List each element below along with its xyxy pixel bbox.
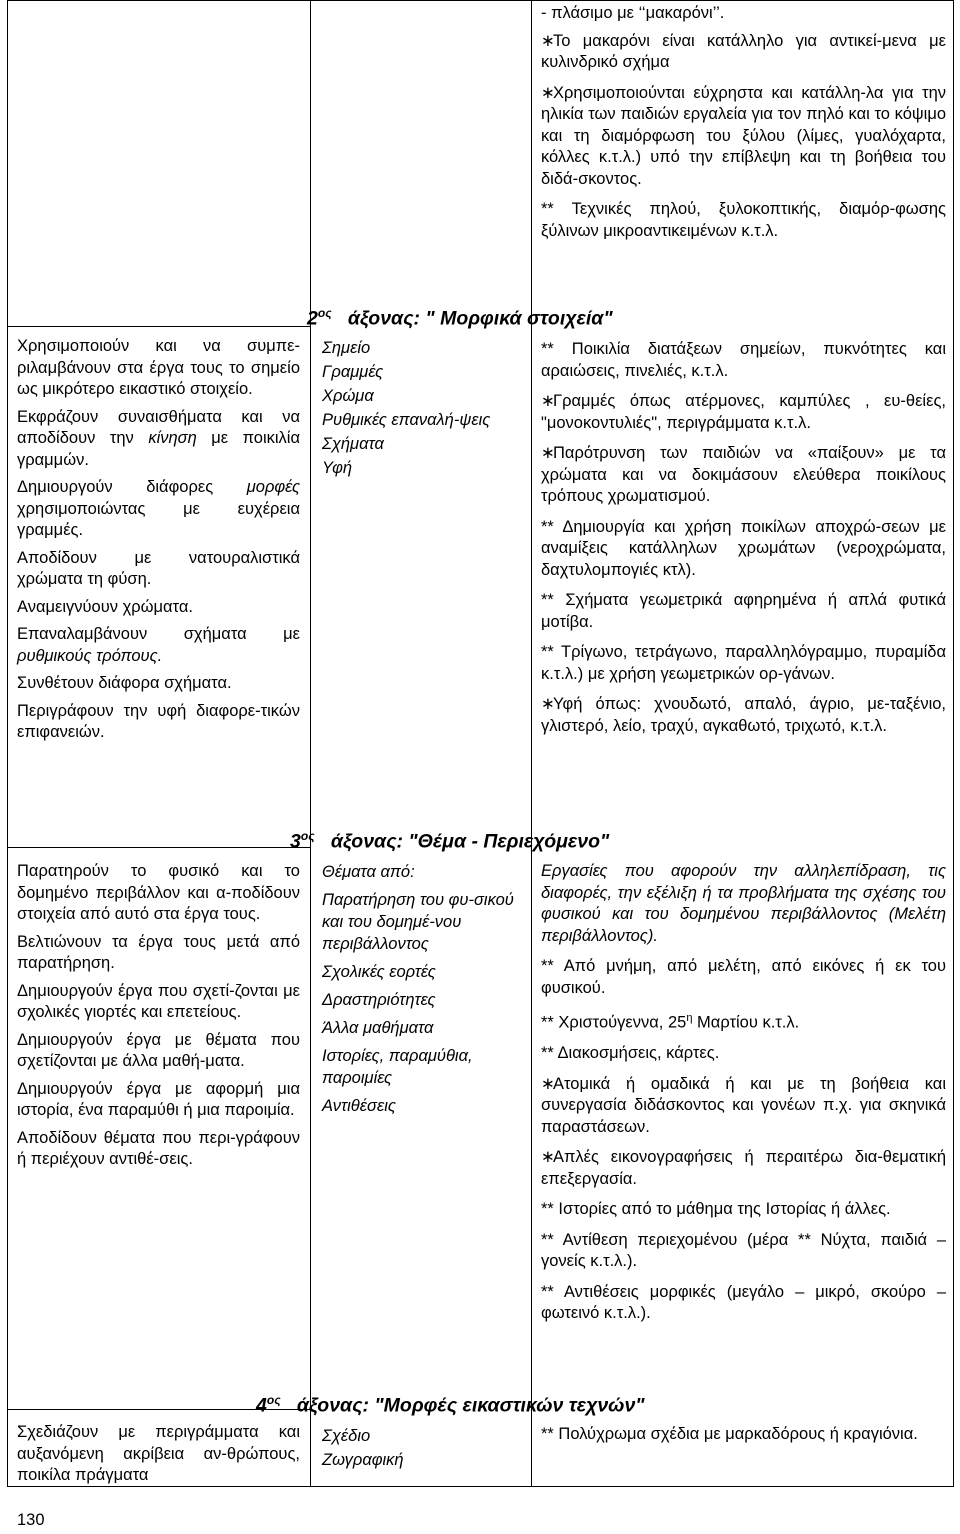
topic: Παρατήρηση του φυ-σικού και του δομημέ-νου περιβάλλοντος <box>322 891 514 953</box>
topic: Γραμμές <box>322 363 384 381</box>
activity: ** Διακοσμήσεις, κάρτες. <box>541 1044 720 1062</box>
objective: Δημιουργούν διάφορες μορφές χρησιμοποιώντας με ευχέρεια γραμμές. <box>17 478 300 539</box>
table-border-right <box>953 0 954 1487</box>
topic: Σχολικές εορτές <box>322 963 436 981</box>
axis-3-heading: $3^{o\varsigma}$ άξονας: "Θέμα - Περιεχόμενο" <box>290 829 610 853</box>
activity: ** Ιστορίες από το μάθημα της Ιστορίας ή άλλες. <box>541 1200 891 1218</box>
activity: ** Δημιουργία και χρήση ποικίλων αποχρώ-σεων με αναμίξεις κατάλληλων χρωμάτων (νεροχρώματα, δαχτυλομπογιές κτλ). <box>541 517 946 579</box>
topic: Θέματα από: <box>322 863 415 881</box>
activity: ∗Γραμμές όπως ατέρμονες, καμπύλες , ευ-θείες, "μονοκοντυλιές", περιγράμματα κ.τ.λ. <box>541 392 946 432</box>
activity: ∗Ατομικά ή ομαδικά ή και με τη βοήθεια και συνεργασία διδάσκοντος και γονέων π.χ. για σκηνικά παραστάσεων. <box>541 1074 946 1136</box>
table-border-left <box>7 0 8 1487</box>
objective: Χρησιμοποιούν και να συμπε-ριλαμβάνουν στα έργα τους το σημείο ως μικρότερο εικαστικό στοιχείο. <box>17 337 300 398</box>
objective: Εκφράζουν συναισθήματα και να αποδίδουν την κίνηση με ποικιλία γραμμών. <box>17 407 301 469</box>
axis-2-heading: $2^{o\varsigma}$ άξονας: " Μορφικά στοιχεία" <box>307 306 613 330</box>
section-3-topics <box>322 861 522 1117</box>
activity: ∗Απλές εικονογραφήσεις ή περαιτέρω δια-θεματική επεξεργασία. <box>541 1148 946 1188</box>
topic: Σημείο <box>322 339 371 357</box>
activity: ** Από μνήμη, από μελέτη, από εικόνες ή εκ του φυσικού. <box>541 957 946 997</box>
activity: ** Τρίγωνο, τετράγωνο, παραλληλόγραμμο, πυραμίδα κ.τ.λ.) με χρήση γεωμετρικών ορ-γάνων. <box>541 643 946 683</box>
objective: Δημιουργούν έργα με θέματα που σχετίζονται με άλλα μαθή-ματα. <box>17 1030 300 1070</box>
objective: Δημιουργούν έργα που σχετί-ζονται με σχολικές γιορτές και επετείους. <box>17 981 300 1021</box>
objective: Βελτιώνουν τα έργα τους μετά από παρατήρηση. <box>17 932 300 972</box>
activity: ** Αντιθέσεις μορφικές (μεγάλο – μικρό, σκούρο – φωτεινό κ.τ.λ.). <box>541 1282 946 1322</box>
section-4-activities <box>541 1424 946 1446</box>
continuation-line: - πλάσιμο με ‘‘μακαρόνι’’. <box>541 4 725 22</box>
activity: ∗Παρότρυνση των παιδιών να «παίξουν» με τα χρώματα και να δοκιμάσουν ελεύθερα ποικίλους τρόπους χρωματισμού. <box>541 444 946 505</box>
objective: Συνθέτουν διάφορα σχήματα. <box>17 674 232 692</box>
objective: Αναμειγνύουν χρώματα. <box>17 597 193 616</box>
topic: Δραστηριότητες <box>322 991 436 1009</box>
topic: Ζωγραφική <box>322 1451 404 1469</box>
list-item: ∗Το μακαρόνι είναι κατάλληλο για αντικεί-μενα με κυλινδρικό σχήμα <box>541 31 946 71</box>
objective: Σχεδιάζουν με περιγράμματα και αυξανόμενη ακρίβεια αν-θρώπους, ποικίλα πράγματα <box>17 1423 300 1484</box>
topic: Ιστορίες, παραμύθια, παροιμίες <box>322 1047 473 1087</box>
row-divider-axis2 <box>7 326 310 327</box>
objective: Παρατηρούν το φυσικό και το δομημένο περιβάλλον και α-ποδίδουν στοιχεία από αυτό στα έργα τους. <box>17 862 300 923</box>
topic: Αντιθέσεις <box>322 1097 396 1115</box>
objective: Αποδίδουν με νατουραλιστικά χρώματα τη φύση. <box>17 548 300 588</box>
topic: Άλλα μαθήματα <box>322 1019 434 1037</box>
objective: Δημιουργούν έργα με αφορμή μια ιστορία, ένα παραμύθι ή μια παροιμία. <box>17 1079 300 1119</box>
activity: ** Αντίθεση περιεχομένου (μέρα ** Νύχτα, παιδιά – γονείς κ.τ.λ.). <box>541 1230 946 1270</box>
objective: Περιγράφουν την υφή διαφορε-τικών επιφανειών. <box>17 701 300 741</box>
section-2-topics <box>322 336 507 480</box>
column-divider-1 <box>310 0 311 1487</box>
objective: Επαναλαμβάνουν σχήματα με ρυθμικούς τρόπους. <box>17 625 300 665</box>
section-4-topics <box>322 1424 526 1472</box>
section-4-objectives-clip <box>17 1422 300 1484</box>
technique-note: ** Τεχνικές πηλού, ξυλοκοπτικής, διαμόρ-φωσης ξύλινων μικροαντικειμένων κ.τ.λ. <box>541 200 946 240</box>
table-border-bottom <box>7 1486 954 1487</box>
topic: Χρώμα <box>322 387 374 405</box>
section-4-objectives <box>17 1422 300 1484</box>
activity: ∗Υφή όπως: χνουδωτό, απαλό, άγριο, με-ταξένιο, γλιστερό, λείο, τραχύ, αγκαθωτό, τριχωτό, κ.τ.λ. <box>541 695 946 735</box>
topic: Σχέδιο <box>322 1427 371 1445</box>
column-divider-2 <box>531 0 532 1487</box>
row-divider-axis3 <box>7 847 310 848</box>
section-2-activities <box>541 339 946 737</box>
activity: ** Πολύχρωμα σχέδια με μαρκαδόρους ή κραγιόνια. <box>541 1425 918 1443</box>
objective: Αποδίδουν θέματα που περι-γράφουν ή περιέχουν αντιθέ-σεις. <box>17 1128 300 1168</box>
page-number: 130 <box>17 1511 45 1529</box>
activity-intro: Εργασίες που αφορούν την αλληλεπίδραση, τις διαφορές, την εξέλιξη ή τα προβλήματα της σχέσης του φυσικού και του δομημένου περιβάλλοντος (Μελέτη περιβάλλοντος). <box>541 862 946 945</box>
list-item: ∗Χρησιμοποιούνται εύχρηστα και κατάλλη-λα για την ηλικία των παιδιών εργαλεία για τον πηλό και το κόψιμο και τη διαμόρφωση του ξύλου (λίμες, γυαλόχαρτα, κόλλες κ.τ.λ.) υπό την επίβλεψη και τη βοήθεια του διδά-σκοντος. <box>541 83 946 188</box>
table-border-top <box>7 0 954 1</box>
top-right-continuation <box>541 3 946 242</box>
topic: Υφή <box>322 459 353 477</box>
activity: ** Ποικιλία διατάξεων σημείων, πυκνότητες και αραιώσεις, πινελιές, κ.τ.λ. <box>541 340 946 380</box>
topic: Σχήματα <box>322 435 384 453</box>
topic: Ρυθμικές επαναλή-ψεις <box>322 411 491 429</box>
axis-4-heading: $4^{o\varsigma}$ άξονας: "Μορφές εικαστικών τεχνών" <box>256 1393 645 1417</box>
activity: ** Χριστούγεννα, $25^\eta$ Μαρτίου κ.τ.λ. <box>541 1012 800 1032</box>
section-3-activities <box>541 861 946 1325</box>
section-3-objectives <box>17 861 300 1171</box>
activity: ** Σχήματα γεωμετρικά αφηρημένα ή απλά φυτικά μοτίβα. <box>541 591 946 631</box>
section-2-objectives <box>17 336 300 744</box>
